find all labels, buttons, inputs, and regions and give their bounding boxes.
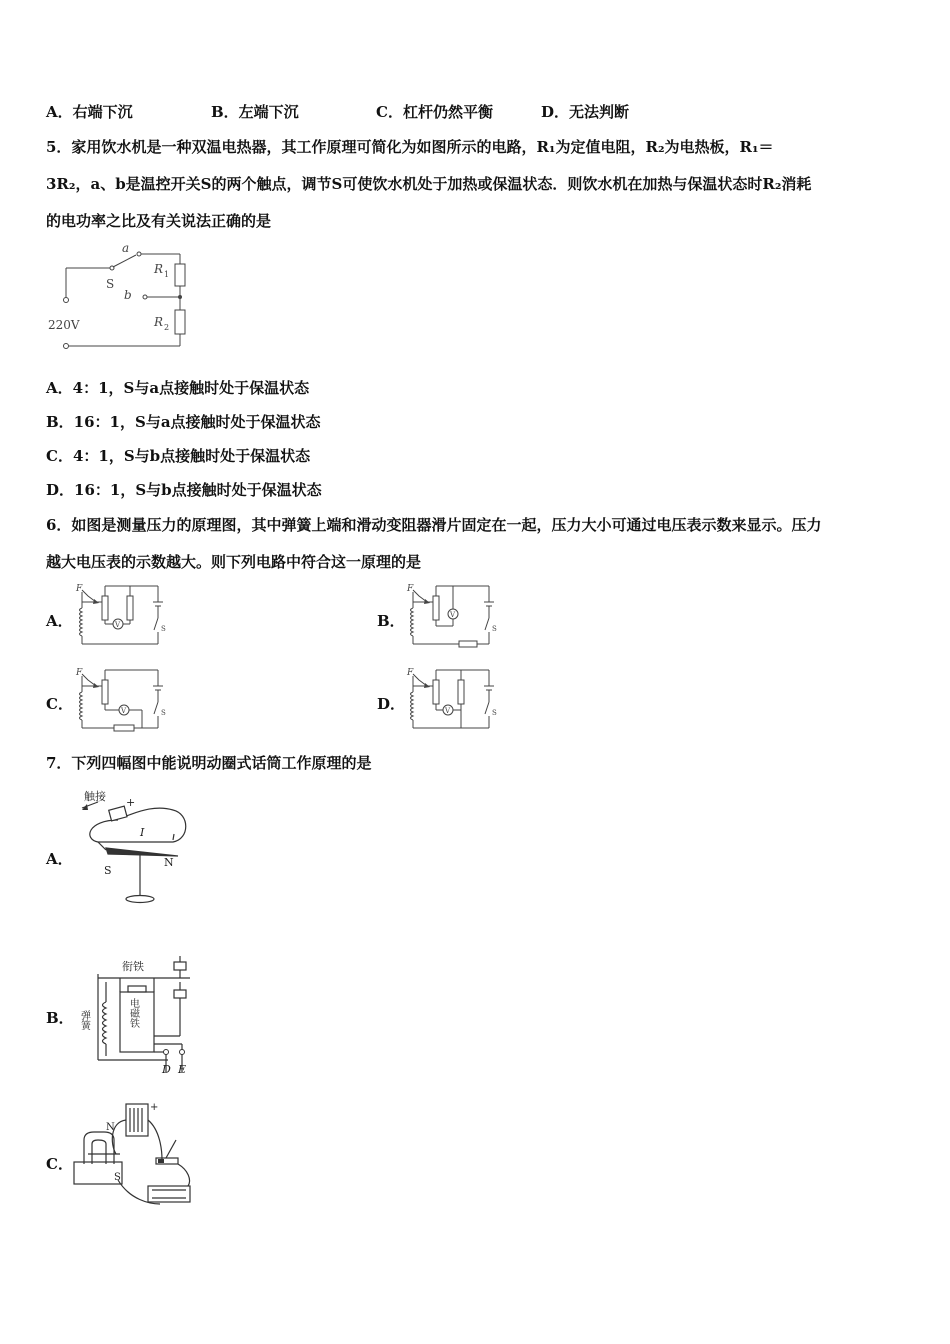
q7-label-c: C． [46, 1155, 73, 1173]
switch-label: S [106, 277, 115, 291]
force-label: F [407, 584, 414, 594]
terminal-e-label: E [178, 1063, 187, 1076]
north-label: N [106, 1122, 115, 1133]
q5-option-a: A．4：1，S与a点接触时处于保温状态 [46, 379, 310, 397]
voltmeter-label: V [121, 707, 127, 715]
terminal-d-label: D [162, 1063, 171, 1076]
r1-label: R [154, 262, 164, 276]
voltmeter-label: V [450, 611, 456, 619]
force-label: F [407, 668, 414, 678]
voltmeter-label: V [445, 707, 451, 715]
switch-label: S [161, 625, 166, 633]
q6-circuit-c [72, 666, 172, 736]
south-label: S [114, 1172, 121, 1183]
q6-label-c: C． [46, 695, 73, 713]
q7-figure-b [78, 952, 193, 1080]
plus-label: + [126, 796, 136, 809]
q7-label-b: B． [46, 1009, 74, 1027]
plus-label: + [150, 1102, 159, 1113]
force-label: F [76, 584, 83, 594]
q6-circuit-d [403, 666, 503, 736]
q6-label-b: B． [377, 612, 405, 630]
q4-option-d: D．无法判断 [541, 103, 630, 121]
south-label: S [104, 864, 112, 877]
q7-figure-a [78, 784, 193, 906]
switch-label: S [492, 709, 497, 717]
q7-label-a: A． [46, 850, 73, 868]
q4-option-c: C．杠杆仍然平衡 [376, 103, 493, 121]
q7-figure-c [70, 1100, 195, 1218]
q5-stem-line3: 的电功率之比及有关说法正确的是 [46, 212, 272, 230]
q5-option-d: D．16：1，S与b点接触时处于保温状态 [46, 481, 322, 499]
current-label: I [140, 826, 145, 839]
q7-stem: 7．下列四幅图中能说明动圈式话筒工作原理的是 [46, 754, 372, 772]
q6-circuit-a [72, 582, 172, 650]
contact-b-label: b [124, 288, 132, 302]
contact-label: 触接 [84, 790, 106, 803]
q6-stem-line2: 越大电压表的示数越大。则下列电路中符合这一原理的是 [46, 553, 422, 571]
q6-circuit-b [403, 582, 503, 650]
voltmeter-label: V [115, 621, 121, 629]
q6-label-d: D． [377, 695, 406, 713]
spring-label: 弹簧 [78, 1010, 90, 1030]
armature-label: 衔铁 [122, 960, 144, 973]
force-label: F [76, 668, 83, 678]
q4-option-b: B．左端下沉 [211, 103, 299, 121]
q5-circuit-figure [44, 240, 194, 355]
electromagnet-label: 电磁铁 [127, 998, 139, 1028]
q4-option-a: A．右端下沉 [46, 103, 133, 121]
switch-label: S [492, 625, 497, 633]
q6-label-a: A． [46, 612, 73, 630]
voltage-source-label: 220V [48, 318, 80, 332]
r2-label: R [154, 315, 164, 329]
r2-subscript: 2 [164, 323, 170, 332]
q6-stem-line1: 6．如图是测量压力的原理图，其中弹簧上端和滑动变阻器滑片固定在一起，压力大小可通过电压表示数来显示。压力 [46, 516, 822, 534]
q5-option-b: B．16：1，S与a点接触时处于保温状态 [46, 413, 321, 431]
north-label: N [164, 856, 174, 869]
q5-stem-line2: 3R₂，a、b是温控开关S的两个触点，调节S可使饮水机处于加热或保温状态．则饮水机在加热与保温状态时R₂消耗 [46, 175, 812, 193]
switch-label: S [161, 709, 166, 717]
r1-subscript: 1 [164, 270, 170, 279]
contact-a-label: a [122, 241, 130, 255]
q5-stem-line1: 5．家用饮水机是一种双温电热器，其工作原理可简化为如图所示的电路，R₁为定值电阻，R₂为电热板，R₁＝ [46, 138, 774, 156]
q5-option-c: C．4：1，S与b点接触时处于保温状态 [46, 447, 311, 465]
